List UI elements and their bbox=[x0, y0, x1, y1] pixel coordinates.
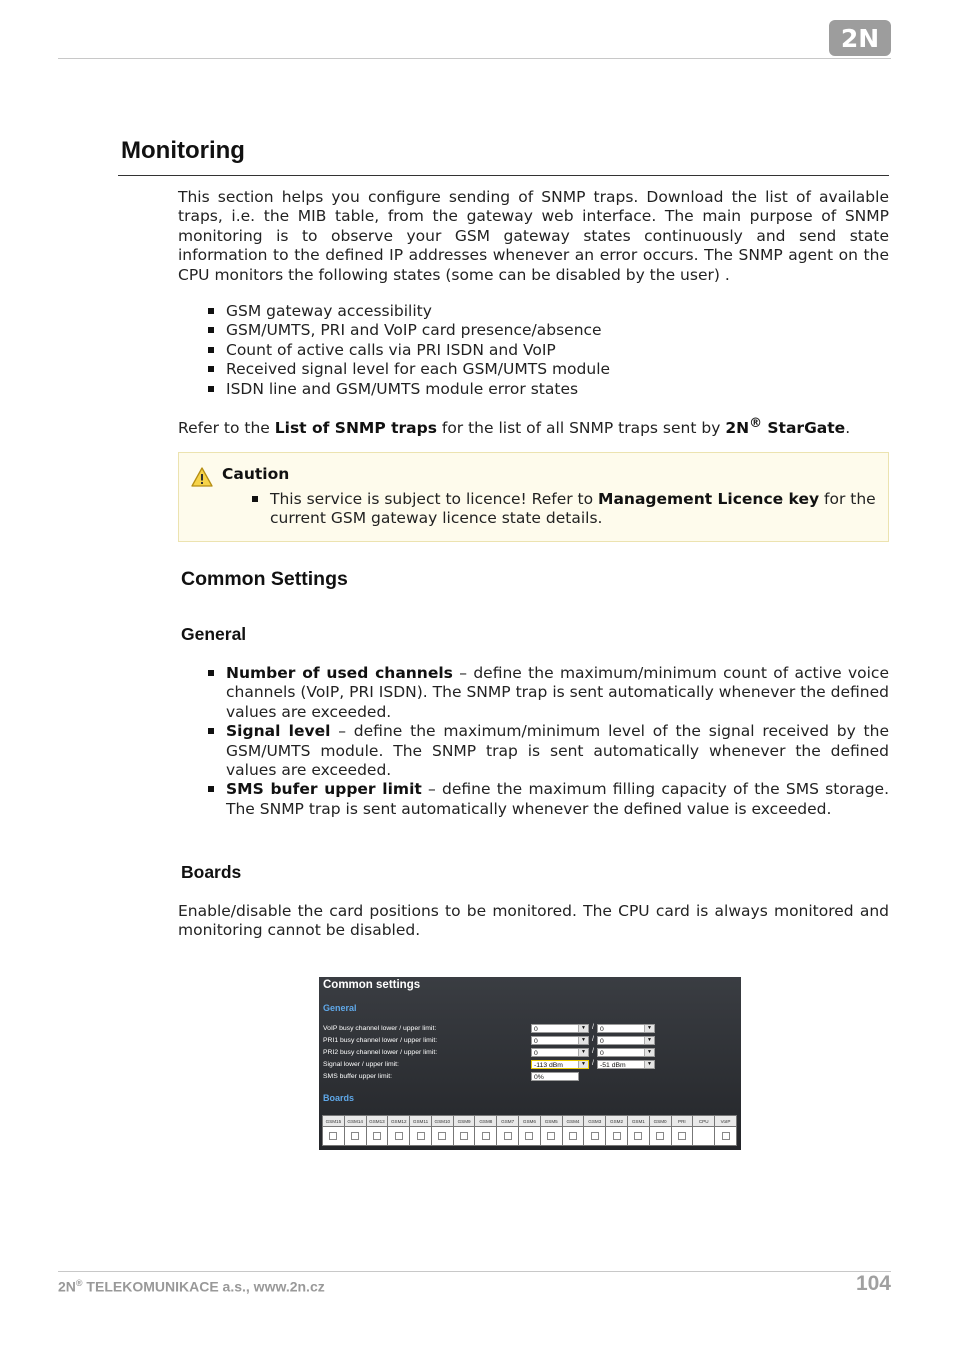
board-checkbox[interactable] bbox=[351, 1132, 359, 1140]
footer-company: 2N® TELEKOMUNIKACE a.s., www.2n.cz bbox=[58, 1278, 325, 1295]
board-column-header: CPU bbox=[693, 1116, 715, 1127]
chevron-down-icon: ▼ bbox=[578, 1025, 588, 1032]
board-checkbox[interactable] bbox=[569, 1132, 577, 1140]
boards-heading: Boards bbox=[181, 862, 242, 882]
footer-rule bbox=[58, 1271, 891, 1272]
screenshot-general-label: General bbox=[323, 1003, 357, 1013]
board-checkbox[interactable] bbox=[525, 1132, 533, 1140]
general-heading: General bbox=[181, 624, 247, 644]
board-column-header: GSM1 bbox=[627, 1116, 649, 1127]
board-cell bbox=[562, 1127, 584, 1146]
board-checkbox[interactable] bbox=[438, 1132, 446, 1140]
board-cell bbox=[606, 1127, 628, 1146]
board-column-header: GSM3 bbox=[584, 1116, 606, 1127]
sms-buffer-input[interactable]: 0% bbox=[531, 1072, 579, 1081]
board-cell bbox=[627, 1127, 649, 1146]
board-checkbox[interactable] bbox=[656, 1132, 664, 1140]
snmp-traps-link[interactable]: List of SNMP traps bbox=[274, 419, 437, 438]
chevron-down-icon: ▼ bbox=[578, 1061, 588, 1068]
board-column-header: PRI bbox=[671, 1116, 693, 1127]
board-column-header: GSM10 bbox=[431, 1116, 453, 1127]
row-label: PRI1 busy channel lower / upper limit: bbox=[323, 1037, 438, 1044]
board-column-header: VoIP bbox=[715, 1116, 737, 1127]
board-cell bbox=[431, 1127, 453, 1146]
board-cell bbox=[453, 1127, 475, 1146]
logo-text: 2N bbox=[840, 23, 880, 53]
board-checkbox[interactable] bbox=[547, 1132, 555, 1140]
board-checkbox[interactable] bbox=[504, 1132, 512, 1140]
list-item: ISDN line and GSM/UMTS module error states bbox=[205, 380, 889, 399]
board-cell bbox=[497, 1127, 519, 1146]
caution-list bbox=[249, 490, 877, 529]
boards-table bbox=[322, 1115, 737, 1146]
states-list bbox=[205, 302, 889, 399]
screenshot-boards-label: Boards bbox=[323, 1093, 355, 1103]
board-cell bbox=[693, 1127, 715, 1146]
voip-upper-select[interactable]: 0 ▼ bbox=[597, 1024, 655, 1033]
board-column-header: GSM13 bbox=[366, 1116, 388, 1127]
board-cell bbox=[388, 1127, 410, 1146]
boards-paragraph: Enable/disable the card positions to be monitored. The CPU card is always monitored and monitoring cannot be disabled. bbox=[178, 902, 889, 940]
board-column-header: GSM15 bbox=[323, 1116, 345, 1127]
board-cell bbox=[540, 1127, 562, 1146]
list-item: GSM/UMTS, PRI and VoIP card presence/absence bbox=[205, 321, 889, 340]
board-checkbox[interactable] bbox=[417, 1132, 425, 1140]
chevron-down-icon: ▼ bbox=[644, 1025, 654, 1032]
board-checkbox[interactable] bbox=[634, 1132, 642, 1140]
row-label: SMS buffer upper limit: bbox=[323, 1073, 393, 1080]
board-checkbox[interactable] bbox=[591, 1132, 599, 1140]
list-item: GSM gateway accessibility bbox=[205, 302, 889, 321]
pri1-lower-select[interactable]: 0 ▼ bbox=[531, 1036, 589, 1045]
common-settings-heading: Common Settings bbox=[181, 568, 348, 590]
chevron-down-icon: ▼ bbox=[578, 1037, 588, 1044]
list-item: Signal level – define the maximum/minimum level of the signal received by the GSM/UMTS module. The SNMP trap is sent automatically whenever the defined values are exceeded. bbox=[205, 722, 889, 780]
board-column-header: GSM6 bbox=[519, 1116, 541, 1127]
warning-icon bbox=[191, 467, 213, 487]
screenshot-title: Common settings bbox=[323, 979, 421, 991]
list-item: Received signal level for each GSM/UMTS module bbox=[205, 360, 889, 379]
signal-upper-select[interactable]: -51 dBm ▼ bbox=[597, 1060, 655, 1069]
board-column-header: GSM0 bbox=[649, 1116, 671, 1127]
board-cell bbox=[323, 1127, 345, 1146]
list-item: Number of used channels – define the maximum/minimum count of active voice channels (VoIP, PRI ISDN). The SNMP trap is sent automatically whenever the defined values are exceeded. bbox=[205, 664, 889, 722]
board-column-header: GSM5 bbox=[540, 1116, 562, 1127]
caution-box bbox=[178, 452, 889, 542]
brand-logo bbox=[829, 20, 891, 56]
row-label: VoIP busy channel lower / upper limit: bbox=[323, 1025, 437, 1032]
header-rule bbox=[58, 58, 891, 59]
board-cell bbox=[649, 1127, 671, 1146]
list-item: Count of active calls via PRI ISDN and VoIP bbox=[205, 341, 889, 360]
board-cell bbox=[366, 1127, 388, 1146]
page-number: 104 bbox=[855, 1272, 891, 1295]
caution-title: Caution bbox=[222, 465, 290, 483]
list-item: SMS bufer upper limit – define the maximum filling capacity of the SMS storage. The SNMP trap is sent automatically whenever the defined value is exceeded. bbox=[205, 780, 889, 819]
intro-paragraph: This section helps you configure sending of SNMP traps. Download the list of available traps, i.e. the MIB table, from the gateway web interface. The main purpose of SNMP monitoring is to observe your GSM gateway states continuously and send state information to the defined IP addresses whenever an error occurs. The SNMP agent on the CPU monitors the following states (some can be disabled by the user) . bbox=[178, 188, 889, 284]
refer-paragraph: Refer to the List of SNMP traps for the list of all SNMP traps sent by 2N® StarGate. bbox=[178, 416, 851, 438]
board-checkbox[interactable] bbox=[613, 1132, 621, 1140]
board-cell bbox=[715, 1127, 737, 1146]
board-checkbox[interactable] bbox=[373, 1132, 381, 1140]
board-column-header: GSM12 bbox=[388, 1116, 410, 1127]
board-column-header: GSM14 bbox=[344, 1116, 366, 1127]
voip-lower-select[interactable]: 0 ▼ bbox=[531, 1024, 589, 1033]
row-label: Signal lower / upper limit: bbox=[323, 1061, 399, 1068]
board-checkbox[interactable] bbox=[460, 1132, 468, 1140]
board-cell bbox=[671, 1127, 693, 1146]
board-column-header: GSM8 bbox=[475, 1116, 497, 1127]
board-checkbox[interactable] bbox=[482, 1132, 490, 1140]
licence-key-link[interactable]: Management Licence key bbox=[598, 490, 820, 508]
board-cell bbox=[584, 1127, 606, 1146]
chevron-down-icon: ▼ bbox=[644, 1061, 654, 1068]
chevron-down-icon: ▼ bbox=[644, 1037, 654, 1044]
pri1-upper-select[interactable]: 0 ▼ bbox=[597, 1036, 655, 1045]
caution-item: This service is subject to licence! Refer to Management Licence key for the current GSM gateway licence state details. bbox=[249, 490, 877, 529]
general-list bbox=[205, 664, 889, 819]
chevron-down-icon: ▼ bbox=[644, 1049, 654, 1056]
board-cell bbox=[519, 1127, 541, 1146]
board-checkbox[interactable] bbox=[395, 1132, 403, 1140]
board-column-header: GSM2 bbox=[606, 1116, 628, 1127]
row-label: PRI2 busy channel lower / upper limit: bbox=[323, 1049, 438, 1056]
title-underline bbox=[118, 175, 889, 176]
board-column-header: GSM9 bbox=[453, 1116, 475, 1127]
board-cell bbox=[344, 1127, 366, 1146]
board-column-header: GSM7 bbox=[497, 1116, 519, 1127]
board-checkbox[interactable] bbox=[329, 1132, 337, 1140]
board-checkbox[interactable] bbox=[722, 1132, 730, 1140]
board-cell bbox=[410, 1127, 432, 1146]
board-column-header: GSM4 bbox=[562, 1116, 584, 1127]
page-title: Monitoring bbox=[121, 137, 245, 164]
pri2-lower-select[interactable]: 0 ▼ bbox=[531, 1048, 589, 1057]
board-cell bbox=[475, 1127, 497, 1146]
signal-lower-select[interactable]: -113 dBm ▼ bbox=[531, 1060, 589, 1069]
pri2-upper-select[interactable]: 0 ▼ bbox=[597, 1048, 655, 1057]
board-checkbox[interactable] bbox=[678, 1132, 686, 1140]
chevron-down-icon: ▼ bbox=[578, 1049, 588, 1056]
board-column-header: GSM11 bbox=[410, 1116, 432, 1127]
common-settings-screenshot: Common settings General VoIP busy channel lower / upper limit: 0 ▼ / 0 ▼ PRI1 busy channel lower / upper limit: 0 ▼ / 0 ▼ PRI2 busy channel lower / upper limit: 0 ▼ / 0 ▼ Signal lower / upper limit: -113 dBm ▼ / -51 dBm ▼ SMS buffer upper limit: 0% Boards GSM15 GSM14 GSM13 GSM12 GSM11 GSM10 GSM9 GSM8 GSM7 GSM6 GSM5 GSM4 GSM3 GSM2 GSM1 GSM0 PRI CPU VoIP bbox=[319, 977, 741, 1150]
